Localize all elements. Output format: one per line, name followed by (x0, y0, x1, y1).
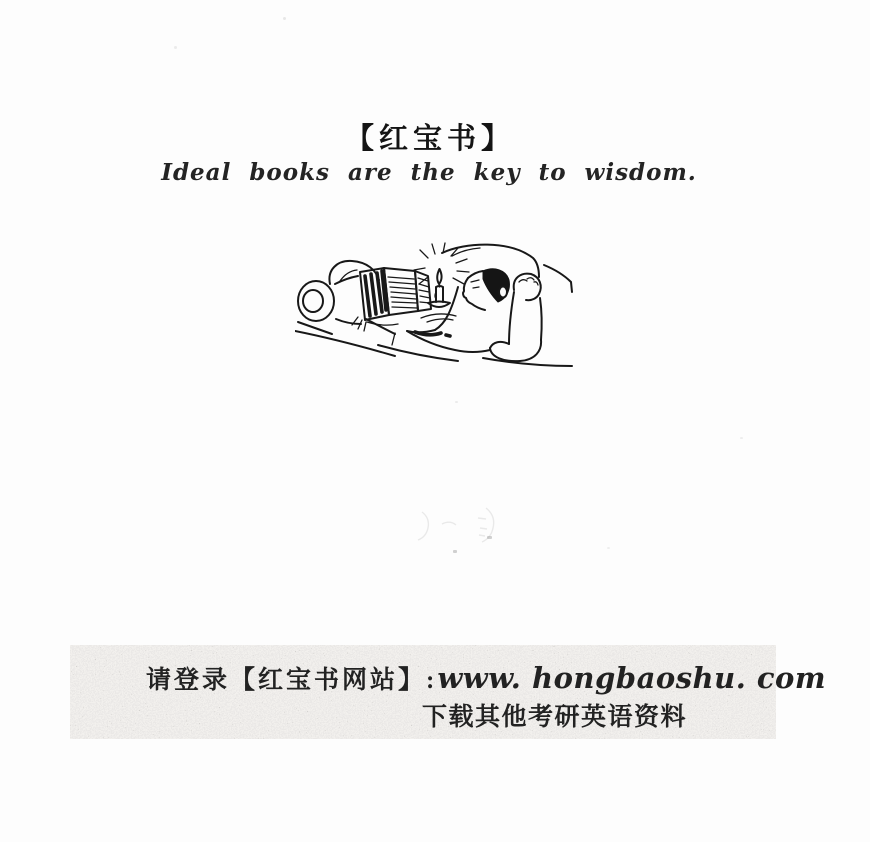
dust-speck (283, 17, 286, 20)
reader-figure (407, 269, 542, 361)
dust-speck (455, 401, 458, 403)
dust-speck (174, 46, 177, 49)
footer-download-text: 下载其他考研英语资料 (422, 704, 688, 731)
motto-text: Ideal books are the key to wisdom. (161, 159, 697, 186)
reading-by-candlelight-illustration (295, 240, 575, 375)
dust-speck (607, 547, 610, 549)
body-hump (329, 261, 379, 331)
page-title: 【红宝书】 (344, 123, 515, 155)
website-url-text: www. hongbaoshu. com (437, 661, 827, 695)
scan-smudge (408, 502, 523, 558)
footer-line1 (146, 660, 826, 696)
footer-login-text: 请登录【红宝书网站】: (146, 667, 438, 694)
dust-speck (740, 437, 743, 439)
footer-scan-band (70, 645, 827, 739)
open-book (360, 268, 431, 325)
